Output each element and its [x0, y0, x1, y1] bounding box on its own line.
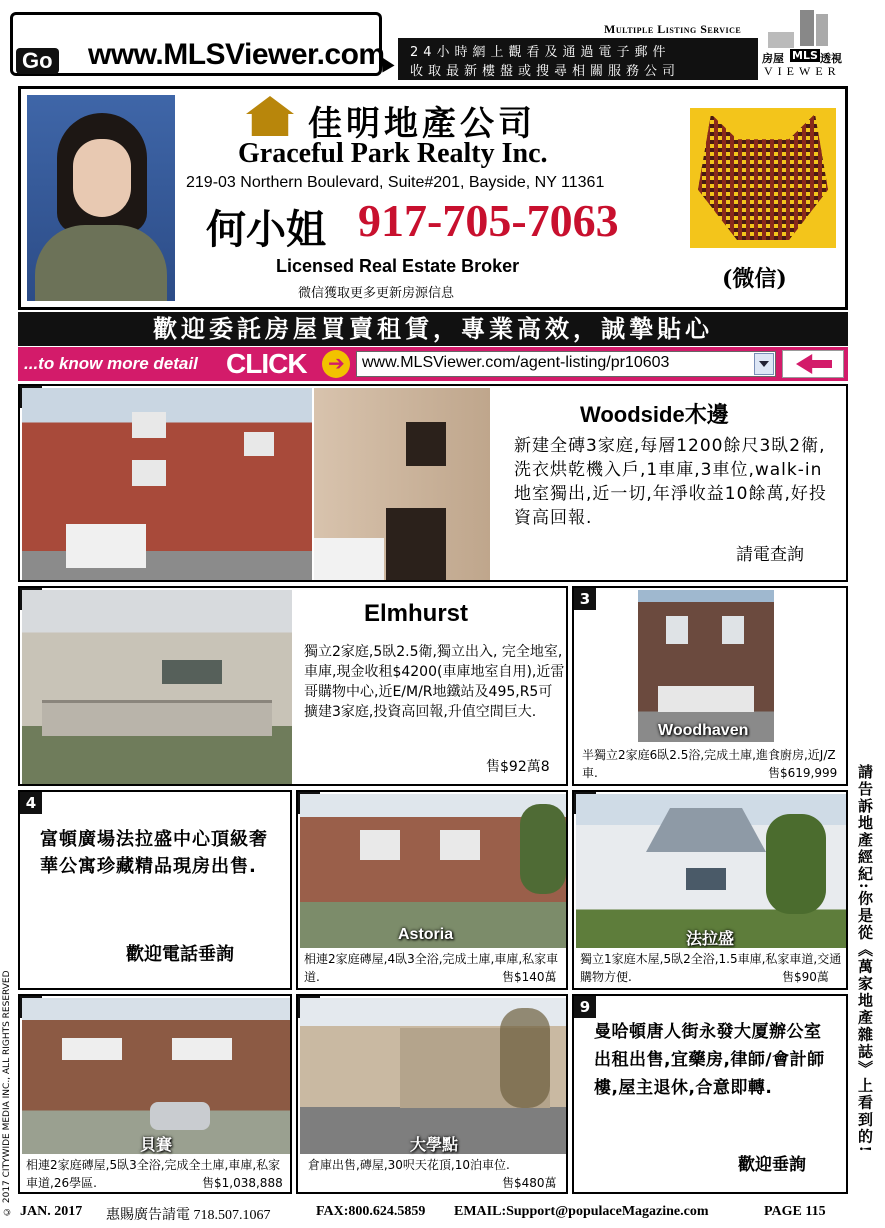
listing-desc: 獨立1家庭木屋,5臥2全浴,1.5車庫,私家車道,交通購物方便.	[580, 952, 842, 984]
tree	[500, 1008, 550, 1108]
listing-number: 3	[574, 588, 596, 610]
window	[360, 830, 400, 860]
logo-viewer: VIEWER	[764, 64, 841, 78]
logo-zh-1: 房屋	[762, 52, 784, 65]
header-line-1: 24小時網上觀看及通過電子郵件	[410, 45, 671, 60]
listing-2[interactable]	[18, 586, 568, 786]
listing-desc: 新建全磚3家庭,每層1200餘尺3臥2衛,洗衣烘乾機入戶,1車庫,3車位,walk-in地室獨出,近一切,年淨收益10餘萬,好投資高回報.	[514, 436, 827, 528]
qr-pattern	[698, 114, 828, 240]
agent-address: 219-03 Northern Boulevard, Suite#201, Bayside, NY 11361	[186, 174, 605, 191]
listing-title: Woodside木邊	[580, 402, 729, 427]
tree	[520, 804, 566, 894]
logo-zh-2: 透視	[820, 52, 842, 65]
window	[440, 830, 480, 860]
agent-phone[interactable]: 917-705-7063	[358, 195, 619, 246]
listing-desc: 倉庫出售,磚屋,30呎天花頂,10泊車位.	[308, 1158, 510, 1172]
agent-photo	[27, 95, 175, 301]
listing-8[interactable]	[296, 994, 568, 1194]
footer-fax: FAX:800.624.5859	[316, 1204, 426, 1219]
listing-7[interactable]	[18, 994, 292, 1194]
listing-3[interactable]	[572, 586, 848, 786]
window	[666, 616, 688, 644]
site-url[interactable]: www.MLSViewer.com	[88, 38, 385, 71]
go-label: Go	[16, 48, 59, 74]
listing-location: 法拉盛	[686, 929, 735, 948]
listing-9[interactable]	[572, 994, 848, 1194]
porch	[658, 686, 754, 712]
company-en: Graceful Park Realty Inc.	[238, 138, 548, 169]
mls-service-title: Multiple Listing Service	[604, 22, 742, 36]
listing-desc: 半獨立2家庭6臥2.5浴,完成土庫,進食廚房,近J/Z車.	[582, 748, 836, 780]
tub	[314, 538, 384, 580]
agent-name: 何小姐	[206, 206, 326, 253]
listing-location: 大學點	[410, 1135, 459, 1154]
window	[686, 868, 726, 890]
listing-4[interactable]	[18, 790, 292, 990]
window	[244, 432, 274, 456]
footer-page: PAGE 115	[764, 1204, 826, 1219]
listing-5[interactable]	[296, 790, 568, 990]
mirror	[406, 422, 446, 466]
listing-desc: 相連2家庭磚屋,5臥3全浴,完成全土庫,車庫,私家車道,26學區.	[26, 1158, 281, 1190]
wechat-qr-code[interactable]	[690, 108, 836, 248]
footer-date: JAN. 2017	[20, 1204, 83, 1219]
photo-sweater	[35, 225, 167, 301]
click-label[interactable]: CLICK	[226, 348, 307, 379]
wechat-note: 微信獲取更多更新房源信息	[298, 286, 455, 301]
listing-photo	[22, 590, 292, 784]
listing-price: 歡迎電話垂詢	[126, 944, 234, 965]
vanity	[386, 508, 446, 580]
url-field-text: www.MLSViewer.com/agent-listing/pr10603	[362, 354, 670, 371]
listing-photo	[22, 998, 292, 1154]
side-message: 請告訴地產經紀:你是從《萬家地產雜誌》上看到的!	[856, 764, 874, 1155]
listing-price: 請電查詢	[736, 545, 804, 565]
dropdown-chevron	[759, 361, 769, 367]
window	[722, 616, 744, 644]
arrow-right-glyph: ➔	[328, 351, 345, 375]
listing-desc: 富頓廣場法拉盛中心頂級奢華公寓珍藏精品現房出售.	[40, 829, 268, 877]
header-line-2: 收取最新樓盤或搜尋相關服務公司	[410, 64, 681, 79]
listing-photo	[300, 998, 568, 1154]
building-icon-2	[816, 14, 828, 46]
mls-viewer-logo	[760, 10, 870, 76]
footer-ad-phone: 惠賜廣告請電 718.507.1067	[106, 1208, 271, 1223]
listing-1[interactable]	[18, 384, 848, 582]
listing-location: Woodhaven	[658, 722, 749, 739]
listing-number: 4	[20, 792, 42, 814]
logo-mls: MLS	[792, 49, 818, 62]
house-icon	[768, 32, 794, 48]
listing-photo-bathroom	[314, 388, 490, 580]
listing-price: 售$619,999	[768, 766, 838, 780]
listing-location: Astoria	[398, 926, 454, 943]
tree	[766, 814, 826, 914]
footer-email[interactable]: EMAIL:Support@populaceMagazine.com	[454, 1204, 709, 1219]
listing-location: 貝賽	[140, 1135, 173, 1154]
listing-price: 售$92萬8	[486, 759, 550, 775]
listing-title: Elmhurst	[364, 600, 469, 627]
company-zh: 佳明地產公司	[308, 104, 536, 144]
garage-door	[66, 524, 146, 568]
porch	[42, 700, 272, 736]
listing-price: 售$480萬	[502, 1176, 557, 1190]
header	[0, 0, 885, 84]
copyright-notice: © 2017 CITYWIDE MEDIA INC., ALL RIGHTS RESERVED	[2, 970, 12, 1216]
slogan-banner: 歡迎委託房屋買賣租賃，專業高效，誠摯貼心	[18, 312, 848, 346]
listing-price: 售$90萬	[782, 970, 829, 984]
window	[62, 1038, 122, 1060]
listing-desc: 獨立2家庭,5臥2.5衛,獨立出入, 完全地室,車庫,現金收租$4200(車庫地室自用),近雷哥購物中心,近E/M/R地鐵站及495,R5可擴建3家庭,投資高回報,升值空間巨大.	[304, 644, 565, 720]
agent-title: Licensed Real Estate Broker	[276, 256, 520, 276]
listing-6[interactable]	[572, 790, 848, 990]
roof	[646, 808, 766, 852]
click-prefix: ...to know more detail	[24, 354, 198, 373]
listing-number: 9	[574, 996, 596, 1018]
wechat-label: (微信)	[722, 266, 787, 292]
window	[162, 660, 222, 684]
listing-price: 售$1,038,888	[202, 1176, 283, 1190]
photo-face	[73, 139, 131, 217]
listing-price: 歡迎垂詢	[738, 1155, 806, 1175]
window	[172, 1038, 232, 1060]
listing-desc: 曼哈頓唐人街永發大厦辦公室出租出售,宜藥房,律師/會計師樓,屋主退休,合意即轉.	[594, 1022, 825, 1098]
listing-photo	[576, 794, 848, 948]
building-icon	[800, 10, 814, 46]
listing-photo	[300, 794, 568, 948]
listing-desc: 相連2家庭磚屋,4臥3全浴,完成土庫,車庫,私家車道.	[304, 952, 559, 984]
window	[132, 412, 166, 438]
listing-photo-exterior	[22, 388, 312, 580]
car	[150, 1102, 210, 1130]
listing-price: 售$140萬	[502, 970, 557, 984]
listing-photo	[638, 590, 774, 742]
window	[132, 460, 166, 486]
